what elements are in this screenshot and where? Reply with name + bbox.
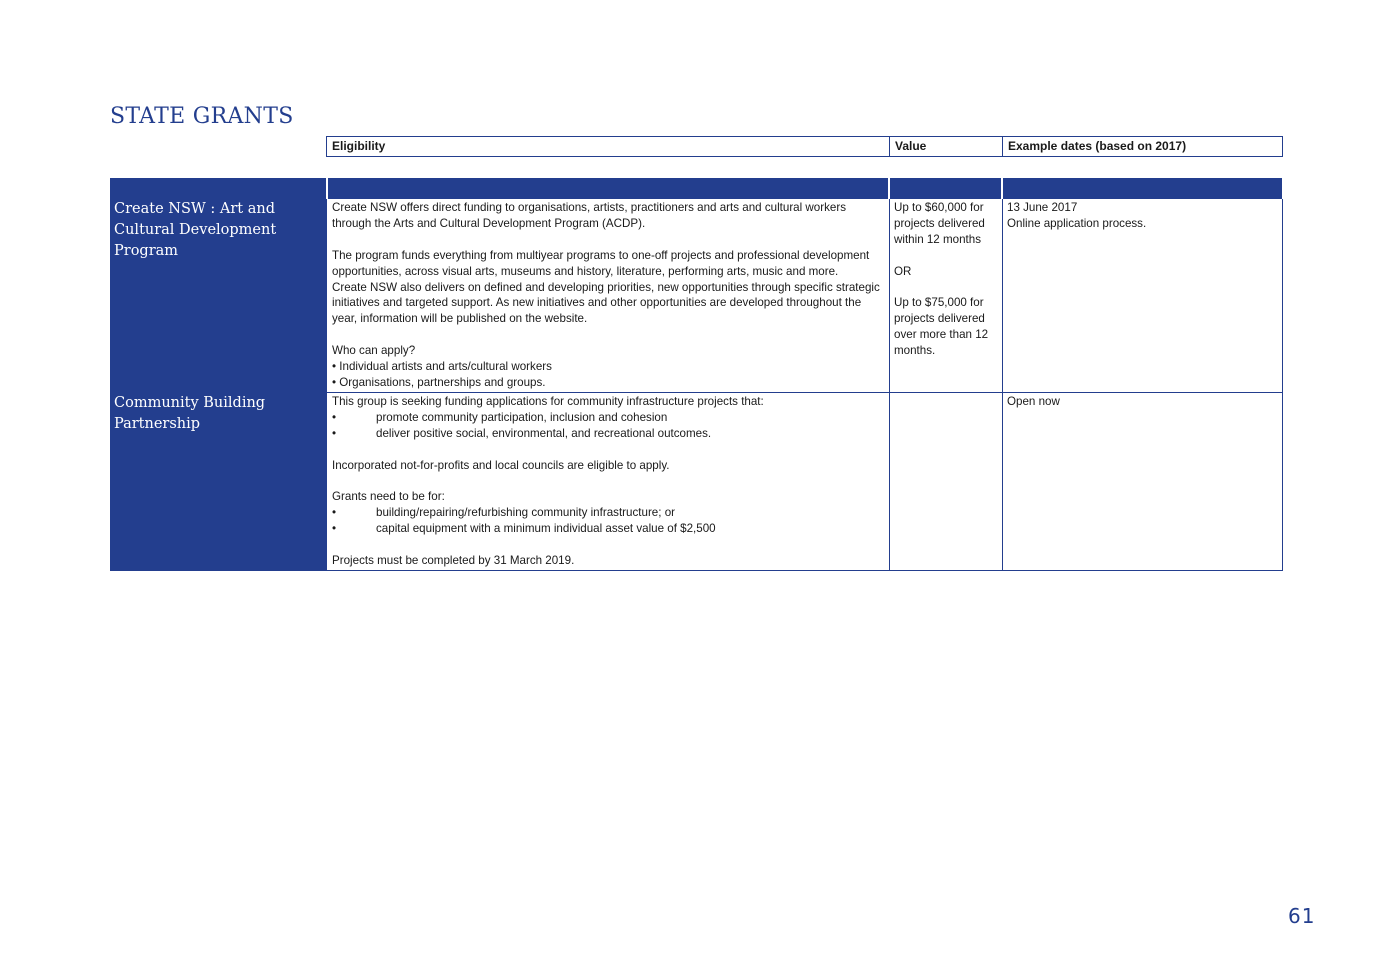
blue-bar-segment	[328, 178, 888, 199]
bullet-text: capital equipment with a minimum individual asset value of $2,500	[376, 522, 716, 536]
header-eligibility: Eligibility	[326, 136, 890, 157]
eligibility-line: This group is seeking funding applications for community infrastructure projects that:	[332, 395, 764, 408]
eligibility-line: initiatives and targeted support. As new initiatives and other opportunities are developed throughout the	[332, 296, 862, 310]
value-line	[894, 280, 997, 296]
dates-line: Open now	[1007, 395, 1060, 408]
blue-bar-segment	[110, 178, 326, 199]
dates-line: Online application process.	[1007, 216, 1147, 230]
eligibility-bullet-line	[332, 426, 884, 442]
eligibility-line: Incorporated not-for-profits and local councils are eligible to apply.	[332, 458, 670, 472]
bullet-glyph: •	[332, 522, 337, 536]
bullet-glyph: •	[332, 410, 337, 424]
eligibility-bullet-line	[332, 521, 884, 537]
eligibility-bullet-line	[332, 505, 884, 521]
grant-name-cell	[110, 393, 326, 571]
header-value: Value	[889, 136, 1003, 157]
value-line: months.	[894, 344, 936, 358]
grant-name-line: Cultural Development	[114, 222, 277, 238]
eligibility-line	[332, 442, 884, 458]
eligibility-line: Who can apply?	[332, 344, 416, 358]
grant-name-line: Partnership	[114, 416, 201, 432]
page-title: STATE GRANTS	[110, 104, 294, 129]
value-line: over more than 12	[894, 328, 989, 342]
grant-name-line: Community Building	[114, 395, 266, 411]
header-example-dates: Example dates (based on 2017)	[1002, 136, 1283, 157]
value-cell	[889, 199, 1003, 393]
eligibility-line: • Organisations, partnerships and groups.	[332, 375, 546, 389]
value-cell	[889, 393, 1003, 571]
eligibility-line	[332, 232, 884, 248]
eligibility-line: through the Arts and Cultural Development Program (ACDP).	[332, 216, 646, 230]
value-line: within 12 months	[894, 232, 981, 246]
value-line	[894, 248, 997, 264]
eligibility-line: Create NSW offers direct funding to organisations, artists, practitioners and arts and cultural workers	[332, 201, 847, 214]
grant-name-cell	[110, 199, 326, 393]
eligibility-line: Projects must be completed by 31 March 2019.	[332, 554, 575, 568]
value-line: projects delivered	[894, 312, 985, 326]
eligibility-line: Create NSW also delivers on defined and developing priorities, new opportunities through specific strategic	[332, 280, 880, 294]
eligibility-bullet-line	[332, 410, 884, 426]
blue-bar-segment	[1003, 178, 1282, 199]
bullet-text: promote community participation, inclusion and cohesion	[376, 410, 668, 424]
value-line: projects delivered	[894, 216, 985, 230]
eligibility-line: year, information will be published on the website.	[332, 312, 588, 326]
dates-cell	[1002, 199, 1283, 393]
eligibility-line: The program funds everything from multiyear programs to one-off projects and professional development	[332, 248, 870, 262]
eligibility-cell	[326, 393, 890, 571]
eligibility-line	[332, 474, 884, 490]
eligibility-line: • Individual artists and arts/cultural workers	[332, 360, 552, 374]
value-line: OR	[894, 264, 912, 278]
grant-name-line: Create NSW : Art and	[114, 201, 276, 217]
blue-bar-segment	[890, 178, 1001, 199]
bullet-glyph: •	[332, 426, 337, 440]
value-line: Up to $60,000 for	[894, 201, 984, 214]
grant-name-line: Program	[114, 243, 179, 259]
dates-cell	[1002, 393, 1283, 571]
eligibility-line: opportunities, across visual arts, museums and history, literature, performing arts, music and more.	[332, 264, 839, 278]
bullet-text: deliver positive social, environmental, and recreational outcomes.	[376, 426, 712, 440]
bullet-glyph: •	[332, 506, 337, 520]
dates-line: 13 June 2017	[1007, 201, 1078, 214]
bullet-text: building/repairing/refurbishing community infrastructure; or	[376, 506, 675, 520]
eligibility-cell	[326, 199, 890, 393]
eligibility-line	[332, 327, 884, 343]
eligibility-line	[332, 537, 884, 553]
value-line: Up to $75,000 for	[894, 296, 984, 310]
page-number: 61	[1288, 904, 1316, 928]
eligibility-line: Grants need to be for:	[332, 490, 445, 504]
